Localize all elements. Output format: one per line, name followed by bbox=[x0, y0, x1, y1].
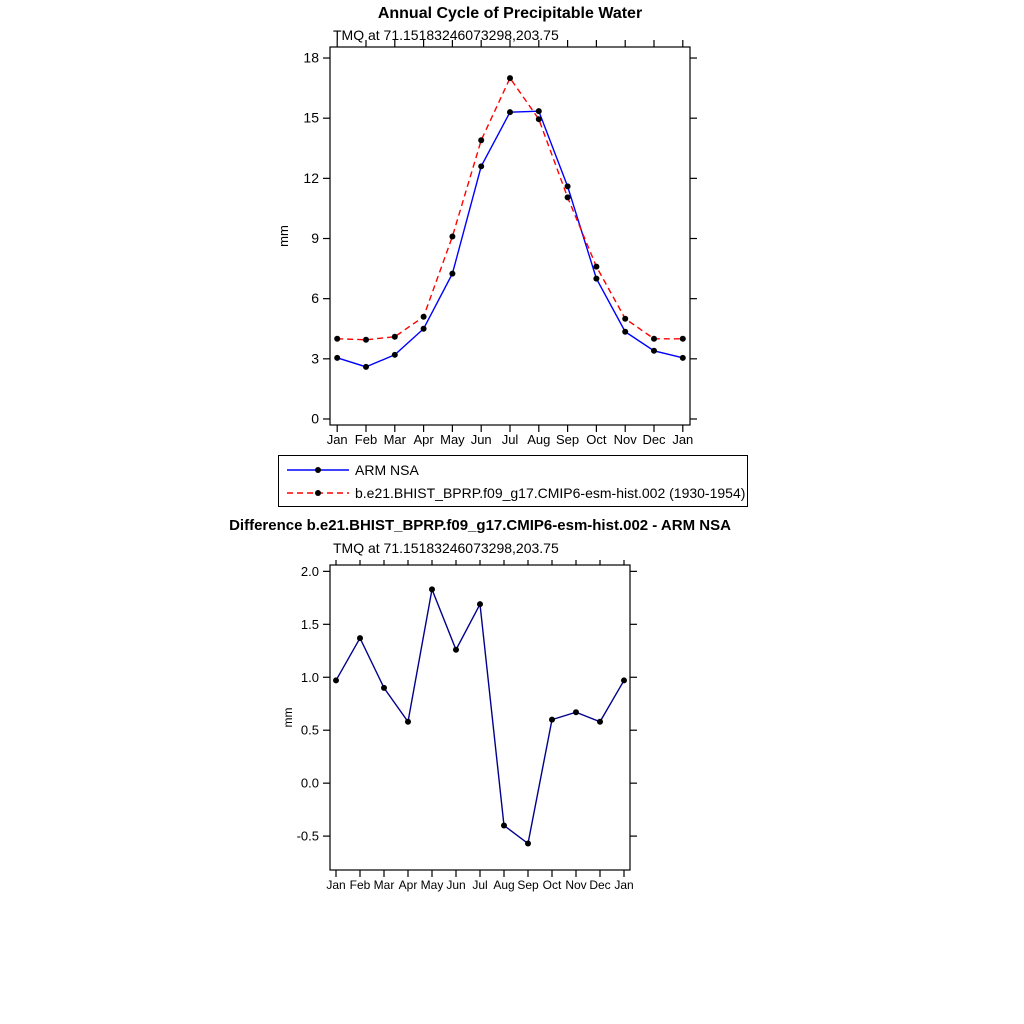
svg-text:Apr: Apr bbox=[413, 432, 434, 447]
svg-text:Jan: Jan bbox=[672, 432, 694, 447]
legend-label-arm-nsa: ARM NSA bbox=[355, 461, 419, 478]
svg-text:Jul: Jul bbox=[501, 432, 519, 447]
svg-text:Feb: Feb bbox=[349, 878, 371, 892]
svg-text:0.5: 0.5 bbox=[300, 722, 319, 738]
svg-text:Aug: Aug bbox=[527, 432, 551, 447]
svg-text:Jun: Jun bbox=[470, 432, 492, 447]
svg-text:Feb: Feb bbox=[354, 432, 378, 447]
svg-text:May: May bbox=[440, 432, 465, 447]
svg-text:Mar: Mar bbox=[383, 432, 406, 447]
legend-line-sample-arm-nsa bbox=[285, 462, 351, 478]
svg-text:Aug: Aug bbox=[493, 878, 515, 892]
svg-text:Sep: Sep bbox=[556, 432, 580, 447]
svg-text:Nov: Nov bbox=[565, 878, 587, 892]
svg-text:Jul: Jul bbox=[472, 878, 488, 892]
svg-text:mm: mm bbox=[281, 707, 295, 728]
svg-text:Sep: Sep bbox=[517, 878, 539, 892]
legend-item-arm-nsa bbox=[285, 458, 741, 481]
legend-item-model bbox=[285, 481, 746, 504]
top-chart-plot bbox=[250, 0, 780, 460]
svg-text:6: 6 bbox=[311, 290, 319, 307]
difference-chart-subtitle: TMQ at 71.15183246073298,203.75 bbox=[333, 540, 559, 556]
svg-text:Jan: Jan bbox=[614, 878, 634, 892]
svg-text:Oct: Oct bbox=[542, 878, 562, 892]
svg-text:Jun: Jun bbox=[446, 878, 466, 892]
svg-text:3: 3 bbox=[311, 350, 319, 367]
svg-text:Jan: Jan bbox=[326, 432, 348, 447]
legend-label-model: b.e21.BHIST_BPRP.f09_g17.CMIP6-esm-hist.002 (1930-1954) bbox=[355, 484, 746, 501]
svg-text:Dec: Dec bbox=[589, 878, 611, 892]
svg-text:15: 15 bbox=[303, 109, 319, 126]
top-chart-subtitle: TMQ at 71.15183246073298,203.75 bbox=[333, 27, 559, 43]
svg-text:2.0: 2.0 bbox=[300, 563, 319, 579]
svg-text:Dec: Dec bbox=[642, 432, 666, 447]
difference-chart-plot bbox=[250, 560, 670, 900]
svg-text:9: 9 bbox=[311, 230, 319, 247]
svg-text:12: 12 bbox=[303, 169, 319, 186]
top-chart-title: Annual Cycle of Precipitable Water bbox=[377, 5, 643, 22]
svg-text:May: May bbox=[420, 878, 444, 892]
svg-text:Apr: Apr bbox=[398, 878, 418, 892]
svg-text:0.0: 0.0 bbox=[300, 775, 319, 791]
legend-line-sample-model bbox=[285, 485, 351, 501]
svg-text:18: 18 bbox=[303, 49, 319, 66]
svg-text:Oct: Oct bbox=[586, 432, 607, 447]
legend bbox=[278, 455, 748, 507]
svg-text:1.0: 1.0 bbox=[300, 669, 319, 685]
svg-text:Mar: Mar bbox=[373, 878, 395, 892]
svg-text:1.5: 1.5 bbox=[300, 616, 319, 632]
difference-chart-title: Difference b.e21.BHIST_BPRP.f09_g17.CMIP6-esm-hist.002 - ARM NSA bbox=[229, 517, 731, 534]
svg-text:-0.5: -0.5 bbox=[296, 828, 319, 844]
svg-text:mm: mm bbox=[276, 225, 291, 247]
svg-text:0: 0 bbox=[311, 410, 319, 427]
svg-text:Jan: Jan bbox=[326, 878, 346, 892]
svg-text:Nov: Nov bbox=[613, 432, 637, 447]
